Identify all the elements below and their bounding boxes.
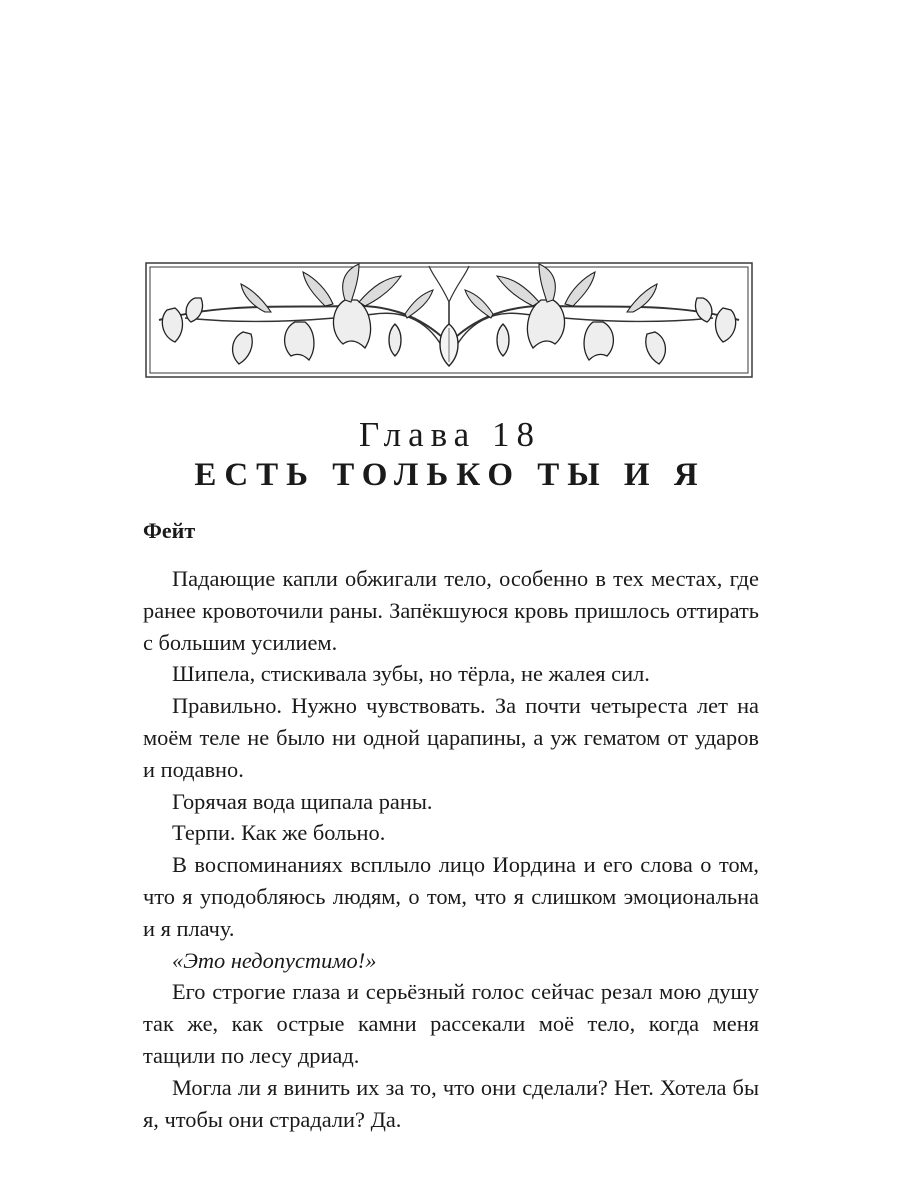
chapter-number: Глава 18 [359,415,541,454]
paragraph: Могла ли я винить их за то, что они сделали? Нет. Хотела бы я, чтобы они страдали? Да. [143,1074,759,1132]
paragraph: Падающие капли обжигали тело, особенно в тех местах, где ранее кровоточили раны. Запёкшуюся кровь пришлось оттирать с большим усилием. [143,566,759,655]
quote-paragraph: «Это недопустимо!» [172,947,377,973]
paragraph: Горячая вода щипала раны. [172,788,433,814]
chapter-title: ЕСТЬ ТОЛЬКО ТЫ И Я [194,457,706,493]
paragraph: Правильно. Нужно чувствовать. За почти четыреста лет на моём теле не было ни одной царапины, а уж гематом от ударов и подавно. [143,693,759,782]
paragraph: Шипела, стискивала зубы, но тёрла, не жалея сил. [172,661,650,687]
paragraph: Терпи. Как же больно. [172,820,386,846]
pov-character-name: Фейт [143,518,196,543]
paragraph: Его строгие глаза и серьёзный голос сейчас резал мою душу так же, как острые камни рассекали моё тело, когда меня тащили по лесу дриад. [143,979,759,1068]
paragraph: В воспоминаниях всплыло лицо Иордина и его слова о том, что я уподобляюсь людям, о том, что я слишком эмоциональна и я плачу. [143,852,759,941]
chapter-body-text [143,563,759,1135]
floral-ornament-icon [145,262,753,378]
